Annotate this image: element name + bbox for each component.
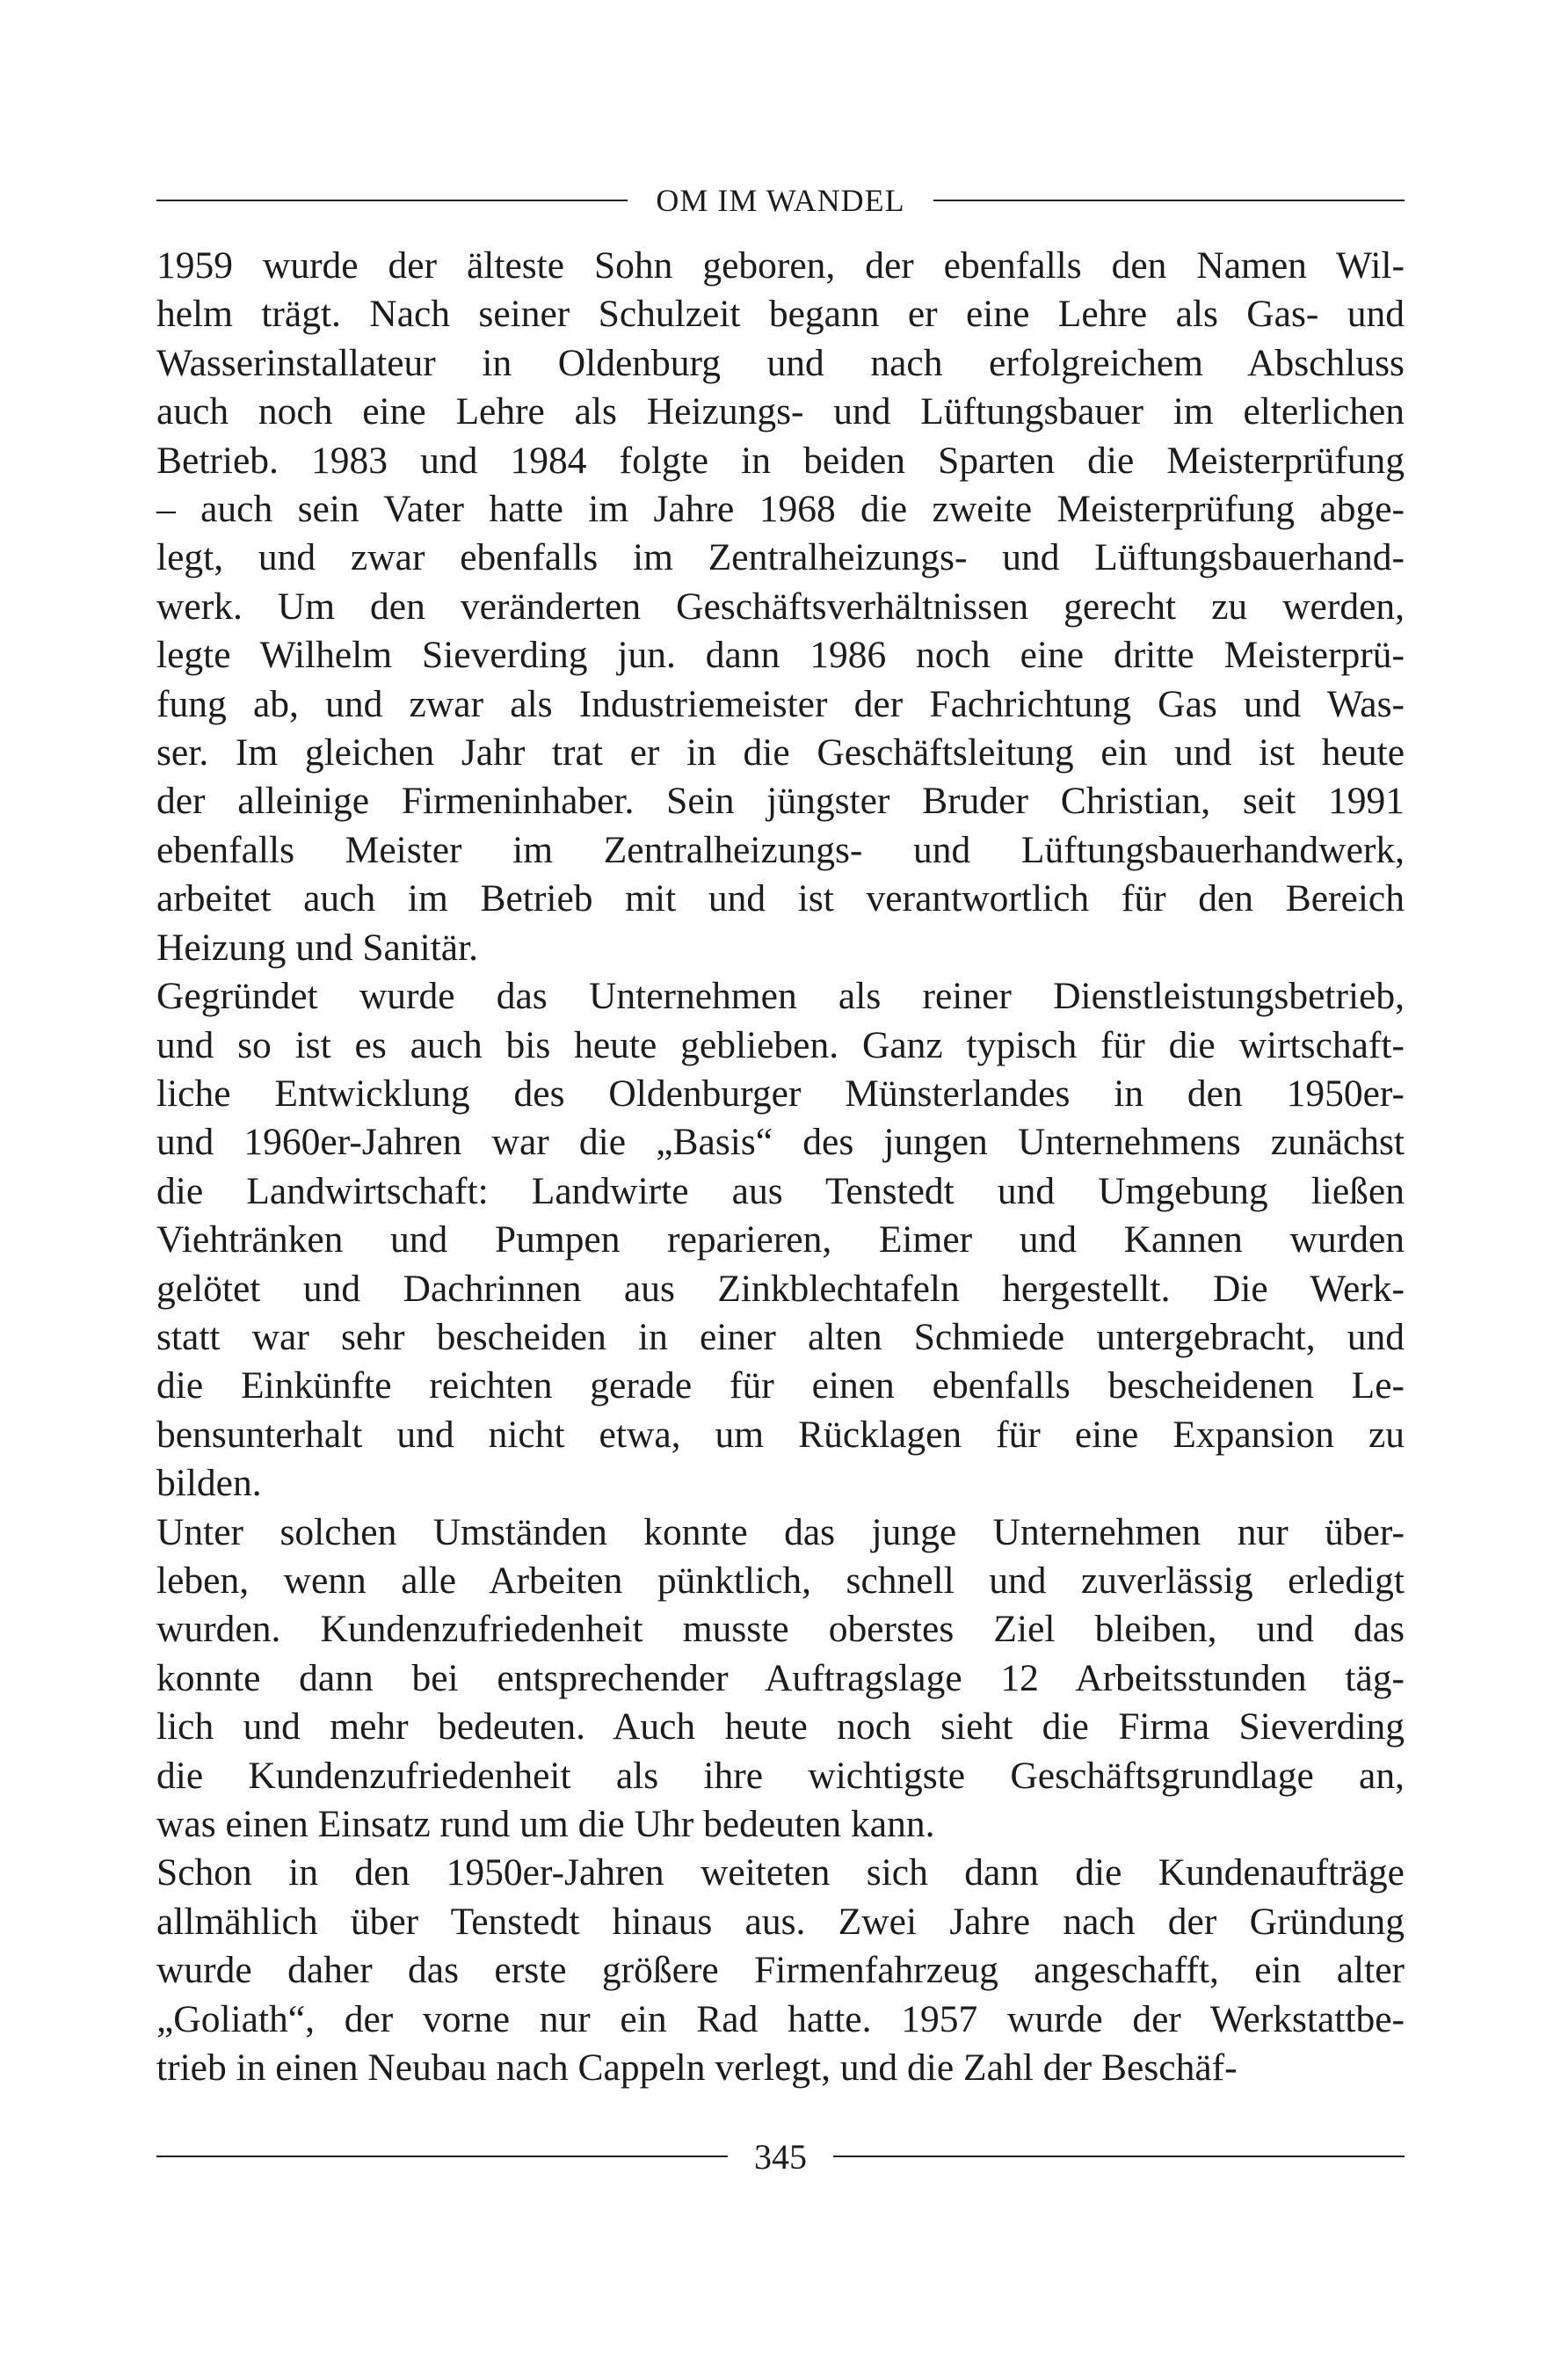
header-rule-left: [156, 200, 628, 201]
text-line: auch noch eine Lehre als Heizungs- und Lüftungsbauer im elterlichen: [156, 390, 1405, 433]
text-line: werk. Um den veränderten Geschäftsverhältnissen gerecht zu werden,: [156, 585, 1405, 628]
text-line: die Landwirtschaft: Landwirte aus Tenstedt und Umgebung ließen: [156, 1169, 1405, 1212]
paragraph: [156, 972, 1405, 1508]
text-line: statt war sehr bescheiden in einer alten Schmiede untergebracht, und: [156, 1315, 1405, 1358]
paragraph: [156, 242, 1405, 972]
text-line: und 1960er-Jahren war die „Basis“ des jungen Unternehmens zunächst: [156, 1121, 1405, 1164]
text-line: bensunterhalt und nicht etwa, um Rücklagen für eine Expansion zu: [156, 1413, 1405, 1456]
paragraph: [156, 1849, 1405, 2092]
text-line: 1959 wurde der älteste Sohn geboren, der ebenfalls den Namen Wil-: [156, 244, 1405, 287]
text-line: Betrieb. 1983 und 1984 folgte in beiden Sparten die Meisterprüfung: [156, 439, 1405, 482]
body-text: [156, 242, 1405, 2092]
text-line: legte Wilhelm Sieverding jun. dann 1986 noch eine dritte Meisterprü-: [156, 634, 1405, 677]
text-line: und so ist es auch bis heute geblieben. Ganz typisch für die wirtschaft-: [156, 1023, 1405, 1066]
header-rule-right: [933, 200, 1405, 201]
text-line: wurde daher das erste größere Firmenfahrzeug angeschafft, ein alter: [156, 1949, 1405, 1992]
text-line: Viehtränken und Pumpen reparieren, Eimer und Kannen wurden: [156, 1218, 1405, 1261]
header-title: OM IM WANDEL: [656, 183, 905, 218]
footer-rule-right: [833, 2156, 1405, 2157]
text-line: ser. Im gleichen Jahr trat er in die Geschäftsleitung ein und ist heute: [156, 731, 1405, 774]
text-line: Heizung und Sanitär.: [156, 926, 479, 969]
running-header: [156, 176, 1405, 225]
text-line: leben, wenn alle Arbeiten pünktlich, schnell und zuverlässig erledigt: [156, 1559, 1405, 1602]
footer-rule-left: [156, 2156, 728, 2157]
text-line: ebenfalls Meister im Zentralheizungs- und Lüftungsbauerhandwerk,: [156, 828, 1405, 871]
text-line: gelötet und Dachrinnen aus Zinkblechtafeln hergestellt. Die Werk-: [156, 1267, 1405, 1310]
text-line: trieb in einen Neubau nach Cappeln verlegt, und die Zahl der Beschäf-: [156, 2046, 1238, 2090]
page-footer: [156, 2132, 1405, 2181]
text-line: helm trägt. Nach seiner Schulzeit begann er eine Lehre als Gas- und: [156, 293, 1405, 336]
text-line: die Kundenzufriedenheit als ihre wichtigste Geschäftsgrundlage an,: [156, 1754, 1405, 1797]
text-line: allmählich über Tenstedt hinaus aus. Zwei Jahre nach der Gründung: [156, 1900, 1405, 1943]
text-line: liche Entwicklung des Oldenburger Münsterlandes in den 1950er-: [156, 1072, 1405, 1115]
text-line: lich und mehr bedeuten. Auch heute noch sieht die Firma Sieverding: [156, 1705, 1405, 1748]
text-line: arbeitet auch im Betrieb mit und ist verantwortlich für den Bereich: [156, 877, 1405, 920]
text-line: der alleinige Firmeninhaber. Sein jüngster Bruder Christian, seit 1991: [156, 780, 1405, 823]
text-line: wurden. Kundenzufriedenheit musste oberstes Ziel bleiben, und das: [156, 1608, 1405, 1651]
text-line: – auch sein Vater hatte im Jahre 1968 die zweite Meisterprüfung abge-: [156, 488, 1405, 531]
text-line: die Einkünfte reichten gerade für einen ebenfalls bescheidenen Le-: [156, 1364, 1405, 1407]
text-line: legt, und zwar ebenfalls im Zentralheizungs- und Lüftungsbauerhand-: [156, 536, 1405, 579]
paragraph: [156, 1509, 1405, 1850]
text-line: fung ab, und zwar als Industriemeister der Fachrichtung Gas und Was-: [156, 682, 1405, 725]
text-line: Unter solchen Umständen konnte das junge Unternehmen nur über-: [156, 1510, 1405, 1553]
page-number: 345: [754, 2136, 807, 2177]
text-line: bilden.: [156, 1462, 262, 1505]
text-line: konnte dann bei entsprechender Auftragslage 12 Arbeitsstunden täg-: [156, 1656, 1405, 1699]
text-line: Wasserinstallateur in Oldenburg und nach erfolgreichem Abschluss: [156, 341, 1405, 384]
text-line: Gegründet wurde das Unternehmen als reiner Dienstleistungsbetrieb,: [156, 975, 1405, 1018]
text-line: was einen Einsatz rund um die Uhr bedeuten kann.: [156, 1803, 935, 1845]
text-line: „Goliath“, der vorne nur ein Rad hatte. 1957 wurde der Werkstattbe-: [156, 1997, 1405, 2040]
text-line: Schon in den 1950er-Jahren weiteten sich dann die Kundenaufträge: [156, 1851, 1405, 1894]
